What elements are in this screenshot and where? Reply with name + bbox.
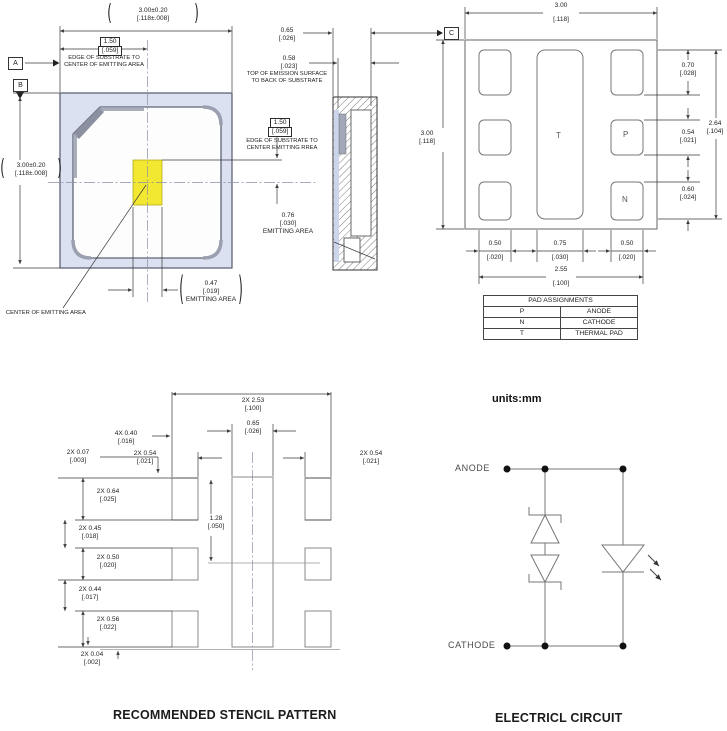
units-label: units:mm (492, 393, 542, 405)
anode-net-label: ANODE (455, 463, 491, 473)
dim-emitting-width: ( 0.47 [.019] EMITTING AREA ) (180, 280, 242, 304)
dim-2x-0-50: 2X 0.50 [.020] (96, 554, 120, 569)
side-view-geometry (333, 97, 377, 270)
side-view-dimensions (303, 28, 443, 108)
datum-c-flag: C (444, 27, 459, 40)
light-arrow (648, 555, 659, 566)
dim-2x-0-44: 2X 0.44 [.017] (78, 586, 102, 601)
dim-2x-0-54-right: 2X 0.54 [.021] (359, 450, 383, 465)
dim-2x-2-53: 2X 2.53 [.100] (241, 397, 265, 412)
dim-2x-0-64: 2X 0.64 [.025] (96, 488, 120, 503)
thermal-pad-label: T (556, 131, 561, 140)
pad-table-title: PAD ASSIGNMENTS (484, 296, 638, 307)
note-center-of-emitting-area: CENTER OF EMITTING AREA (6, 310, 86, 316)
pad-assignment: THERMAL PAD (561, 329, 638, 340)
table-row (484, 307, 638, 318)
pad-assignments-table (483, 295, 638, 340)
pad-name: P (484, 307, 561, 318)
tvs-diode-down (531, 555, 559, 582)
dim-package-width: ( 3.00±0.20 [.118±.008] ) (108, 7, 198, 23)
dim-2x-0-07: 2X 0.07 [.003] (66, 449, 90, 464)
datum-b-flag: B (13, 79, 28, 92)
dim-2x-0-54-left: 2X 0.54 [.021] (133, 450, 157, 465)
dim-0-75: 0.75 [.030] (551, 240, 569, 261)
dim-2x-0-56: 2X 0.56 [.022] (96, 616, 120, 631)
stencil-geometry (100, 452, 340, 670)
dim-4x-0-40: 4X 0.40 [.016] (114, 430, 138, 445)
pad-name: T (484, 329, 561, 340)
dim-bottom-height: 3.00 [.118] (419, 130, 435, 145)
ref-dim-edge-to-center: 1.50 [.059] (98, 37, 122, 56)
note-emission-surface: TOP OF EMISSION SURFACE TO BACK OF SUBSTRATE (246, 71, 328, 84)
ref-dim-edge-to-center-side: 1.50 [.059] (268, 118, 292, 137)
circuit-nodes (504, 466, 627, 650)
dim-0-54: 0.54 [.021] (679, 129, 697, 144)
datum-a-flag: A (8, 57, 23, 70)
note-edge-of-substrate-side: EDGE OF SUBSTRATE TO CENTER EMITTING RREA (246, 138, 318, 151)
dim-2-55: 2.55 [.100] (552, 266, 570, 287)
pad-name: N (484, 318, 561, 329)
dim-emitting-height: 0.76 [.030] EMITTING AREA (262, 212, 314, 235)
dim-0-50-right: 0.50 [.020] (618, 240, 636, 261)
pad-assignment: ANODE (561, 307, 638, 318)
dim-package-height: ( 3.00±0.20 [.118±.008] ) (1, 162, 61, 178)
table-row (484, 329, 638, 340)
note-edge-of-substrate: EDGE OF SUBSTRATE TO CENTER OF EMITTING AREA (64, 55, 144, 68)
electrical-circuit-title: ELECTRICL CIRCUIT (495, 711, 623, 725)
dim-0-70: 0.70 [.028] (679, 62, 697, 77)
dim-0-60: 0.60 [.024] (679, 186, 697, 201)
dim-bottom-width: 3.00 [.118] (553, 2, 569, 23)
tvs-diode-up (531, 515, 559, 543)
dim-1-28: 1.28 [.050] (207, 515, 225, 530)
pad-assignment: CATHODE (561, 318, 638, 329)
cathode-net-label: CATHODE (448, 640, 496, 650)
anode-pad-label: P (623, 130, 629, 139)
stencil-pattern-title: RECOMMENDED STENCIL PATTERN (113, 708, 337, 722)
cathode-pad-label: N (622, 195, 628, 204)
led-diode (602, 545, 644, 572)
light-arrow (650, 569, 661, 580)
dim-2-64: 2.64 [.104] (706, 120, 724, 135)
dim-0-50-left: 0.50 [.020] (486, 240, 504, 261)
dim-stencil-0-65: 0.65 [.026] (244, 420, 262, 435)
dim-2x-0-04: 2X 0.04 [.002] (80, 651, 104, 666)
circuit-geometry (504, 466, 662, 650)
table-row (484, 318, 638, 329)
dim-0-58: 0.58 [.023] (280, 55, 298, 70)
dim-2x-0-45: 2X 0.45 [.018] (78, 525, 102, 540)
dim-0-65: 0.65 [.026] (278, 27, 296, 42)
